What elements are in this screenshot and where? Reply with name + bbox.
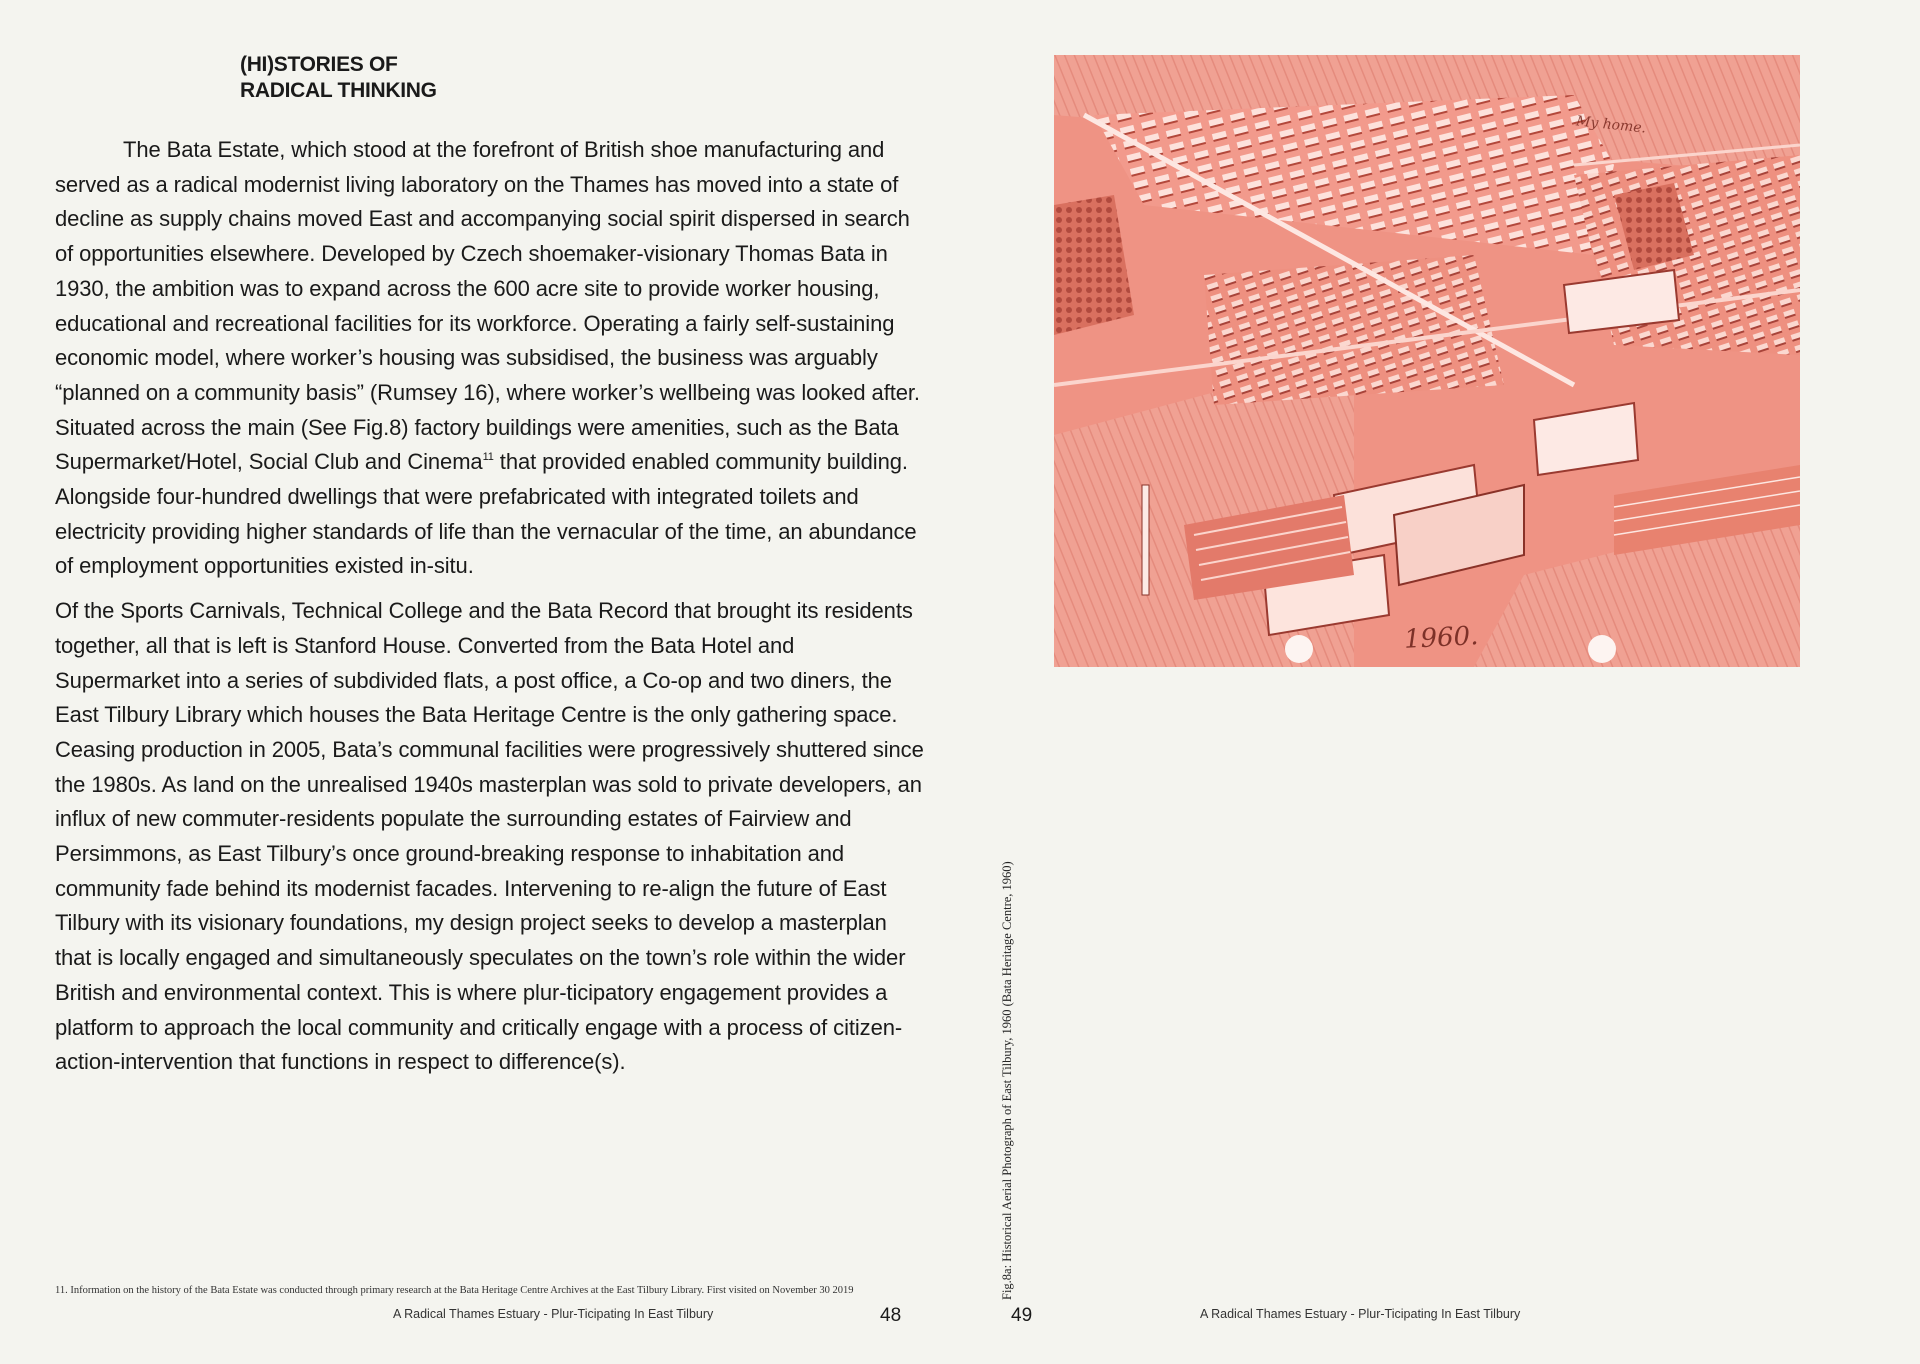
footnote-11: 11. Information on the history of the Bata Estate was conducted through primary research at the Bata Heritage Centre Archives at the East Tilbury Library. First visited on November 30 2019 <box>55 1285 854 1296</box>
figure-caption: Fig.8a: Historical Aerial Photograph of East Tilbury, 1960 (Bata Heritage Centre, 1960) <box>1000 861 1014 1300</box>
photo-annotation-year: 1960. <box>1403 621 1480 655</box>
housing-estate-central <box>1204 255 1504 405</box>
paragraph-2: Of the Sports Carnivals, Technical College and the Bata Record that brought its residents together, all that is left is Stanford House. Converted from the Bata Hotel and Supermarket into a series of subdivided flats, a post office, a Co-op and two diners, the East Tilbury Library which houses the Bata Heritage Centre is the only gathering space. Ceasing production in 2005, Bata’s communal facilities were progressively shuttered since the 1980s. As land on the unrealised 1940s masterplan was sold to private developers, an influx of new commuter-residents populate the surrounding estates of Fairview and Persimmons, as East Tilbury’s once ground-breaking response to inhabitation and community fade behind its modernist facades. Intervening to re-align the future of East Tilbury with its visionary foundations, my design project seeks to develop a masterplan that is locally engaged and simultaneously speculates on the town’s role within the wider British and environmental context. This is where plur-ticipatory engagement provides a platform to approach the local community and critically engage with a process of citizen-action-intervention that functions in respect to difference(s). <box>55 598 924 1075</box>
photo-annotation-home: My home. <box>1575 113 1647 137</box>
body-text <box>55 133 925 1080</box>
paragraph-1 <box>55 133 925 584</box>
paragraph-1-text: The Bata Estate, which stood at the forefront of British shoe manufacturing and served as a radical modernist living laboratory on the Thames has moved into a state of decline as supply chains moved East and accompanying social spirit dispersed in search of opportunities elsewhere. Developed by Czech shoemaker-visionary Thomas Bata in 1930, the ambition was to expand across the 600 acre site to provide worker housing, educational and recreational facilities for its workforce. Operating a fairly self-sustaining economic model, where worker’s housing was subsidised, the business was arguably “planned on a community basis” (Rumsey 16), where worker’s wellbeing was looked after. Situated across the main (See Fig.8) factory buildings were amenities, such as the Bata Supermarket/Hotel, Social Club and Cinema <box>55 137 920 475</box>
running-title-right: A Radical Thames Estuary - Plur-Ticipating In East Tilbury <box>1200 1307 1521 1321</box>
section-heading <box>240 52 437 104</box>
photo-mark-left <box>1285 635 1313 663</box>
footnote-ref-11[interactable]: 11 <box>482 451 494 464</box>
paragraph-1-continuation: that provided enabled community building. Alongside four-hundred dwellings that were prefabricated with integrated toilets and electricity providing higher standards of life than the vernacular of the time, an abundance of employment opportunities existed in-situ. <box>55 449 917 579</box>
section-heading-line2: RADICAL THINKING <box>240 79 437 102</box>
photo-mark-right <box>1588 635 1616 663</box>
aerial-photograph <box>1054 55 1800 667</box>
page-number-left: 48 <box>880 1305 902 1326</box>
running-title-left: A Radical Thames Estuary - Plur-Ticipating In East Tilbury <box>393 1307 714 1321</box>
aerial-photo-illustration <box>1054 55 1800 667</box>
page-number-right: 49 <box>1011 1305 1033 1326</box>
section-heading-line1: (HI)STORIES OF <box>240 53 398 76</box>
figure-caption-wrapper <box>994 820 1020 1300</box>
factory-chimney <box>1142 485 1149 595</box>
